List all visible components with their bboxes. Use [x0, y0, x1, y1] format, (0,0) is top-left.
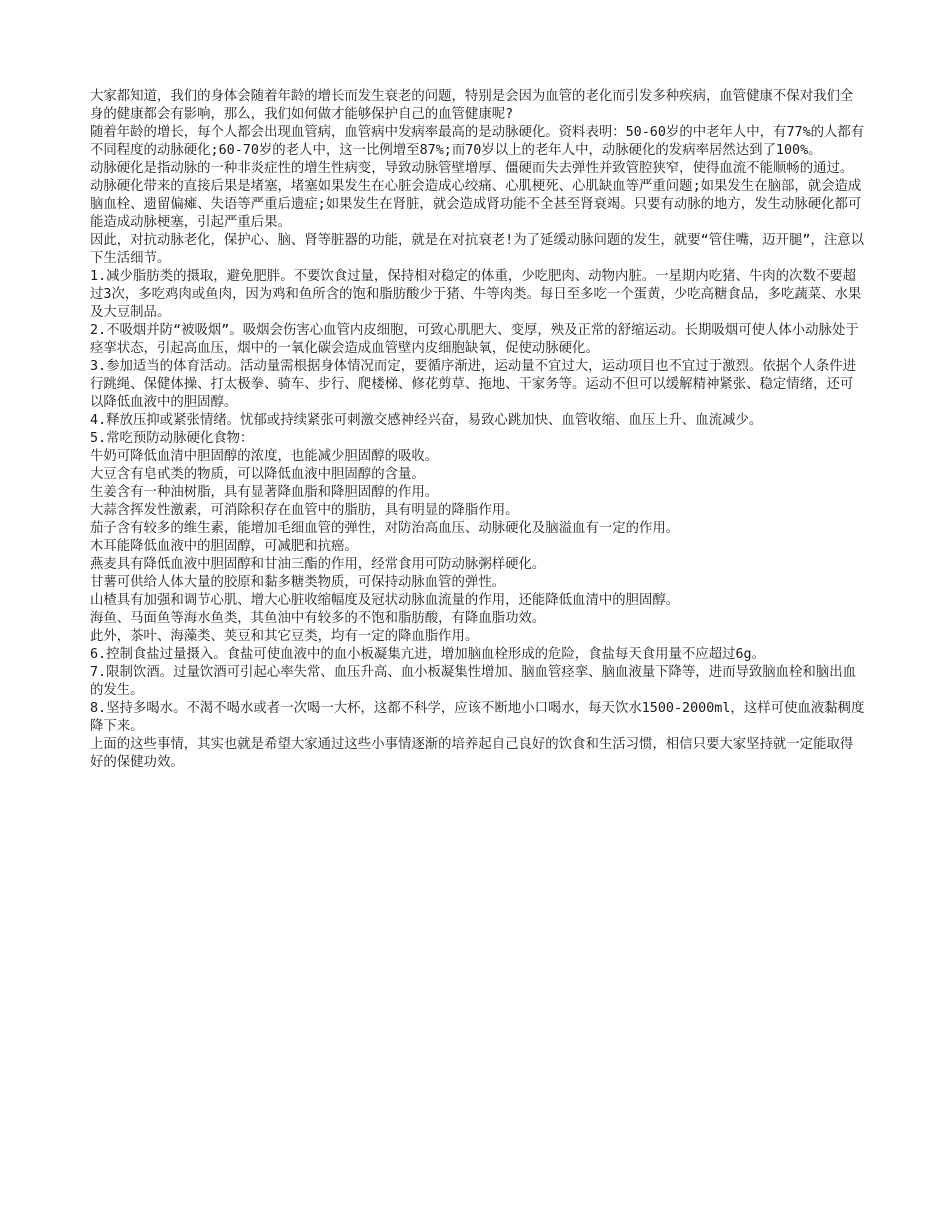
- statistics-paragraph: 随着年龄的增长，每个人都会出现血管病，血管病中发病率最高的是动脉硬化。资料表明：50-60岁的中老年人中，有77%的人都有不同程度的动脉硬化;60-70岁的老人中，这一比例增至87%;而70岁以上的老年人中，动脉硬化的发病率居然达到了100%。: [90, 125, 865, 158]
- tip-1-paragraph: 1.减少脂肪类的摄取，避免肥胖。不要饮食过量，保持相对稳定的体重，少吃肥肉、动物内脏。一星期内吃猪、牛肉的次数不要超过3次，多吃鸡肉或鱼肉，因为鸡和鱼所含的饱和脂肪酸少于猪、牛等肉类。每日至多吃一个蛋黄，少吃高糖食品，多吃蔬菜、水果及大豆制品。: [90, 269, 862, 320]
- tip-5-heading: 5.常吃预防动脉硬化食物：: [90, 431, 254, 446]
- tip-6-paragraph: 6.控制食盐过量摄入。食盐可使血液中的血小板凝集亢进，增加脑血栓形成的危险，食盐每天食用量不应超过6g。: [90, 647, 765, 662]
- food-item-milk: 牛奶可降低血清中胆固醇的浓度，也能减少胆固醇的吸收。: [90, 449, 439, 464]
- food-item-hawthorn: 山楂具有加强和调节心肌、增大心脏收缩幅度及冠状动脉血流量的作用，还能降低血清中的胆固醇。: [90, 593, 680, 608]
- food-item-eggplant: 茄子含有较多的维生素，能增加毛细血管的弹性，对防治高血压、动脉硬化及脑溢血有一定的作用。: [90, 521, 680, 536]
- document-body: [90, 88, 865, 772]
- consequences-paragraph: 动脉硬化带来的直接后果是堵塞，堵塞如果发生在心脏会造成心绞痛、心肌梗死、心肌缺血等严重问题;如果发生在脑部，就会造成脑血栓、遗留偏瘫、失语等严重后遗症;如果发生在肾脏，就会造成肾功能不全甚至肾衰竭。只要有动脉的地方，发生动脉硬化都可能造成动脉梗塞，引起严重后果。: [90, 179, 862, 230]
- tip-3-paragraph: 3.参加适当的体育活动。活动量需根据身体情况而定，要循序渐进，运动量不宜过大，运动项目也不宜过于激烈。依据个人条件进行跳绳、保健体操、打太极拳、骑车、步行、爬楼梯、修花剪草、拖地、干家务等。运动不但可以缓解精神紧张、稳定情绪，还可以降低血液中的胆固醇。: [90, 359, 856, 410]
- food-item-soybean: 大豆含有皂甙类的物质，可以降低血液中胆固醇的含量。: [90, 467, 425, 482]
- food-item-others: 此外，茶叶、海藻类、荚豆和其它豆类，均有一定的降血脂作用。: [90, 629, 479, 644]
- tip-7-paragraph: 7.限制饮酒。过量饮酒可引起心率失常、血压升高、血小板凝集性增加、脑血管痉挛、脑血液量下降等，进而导致脑血栓和脑出血的发生。: [90, 665, 856, 698]
- definition-paragraph: 动脉硬化是指动脉的一种非炎症性的增生性病变，导致动脉管壁增厚、僵硬而失去弹性并致管腔狭窄，使得血流不能顺畅的通过。: [90, 161, 854, 176]
- tip-4-paragraph: 4.释放压抑或紧张情绪。忧郁或持续紧张可刺激交感神经兴奋，易致心跳加快、血管收缩、血压上升、血流减少。: [90, 413, 763, 428]
- tip-2-paragraph: 2.不吸烟并防“被吸烟”。吸烟会伤害心血管内皮细胞，可致心肌肥大、变厚，殃及正常的舒缩运动。长期吸烟可使人体小动脉处于痉挛状态，引起高血压，烟中的一氧化碳会造成血管壁内皮细胞缺氧，促使动脉硬化。: [90, 323, 859, 356]
- advice-intro-paragraph: 因此，对抗动脉老化，保护心、脑、肾等脏器的功能，就是在对抗衰老!为了延缓动脉问题的发生，就要“管住嘴，迈开腿”，注意以下生活细节。: [90, 233, 865, 266]
- tip-8-paragraph: 8.坚持多喝水。不渴不喝水或者一次喝一大杯，这都不科学，应该不断地小口喝水，每天饮水1500-2000ml，这样可使血液黏稠度降下来。: [90, 701, 865, 734]
- food-item-sea-fish: 海鱼、马面鱼等海水鱼类，其鱼油中有较多的不饱和脂肪酸，有降血脂功效。: [90, 611, 546, 626]
- food-item-ginger: 生姜含有一种油树脂，具有显著降血脂和降胆固醇的作用。: [90, 485, 439, 500]
- food-item-oats: 燕麦具有降低血液中胆固醇和甘油三酯的作用，经常食用可防动脉粥样硬化。: [90, 557, 546, 572]
- intro-paragraph: 大家都知道，我们的身体会随着年龄的增长而发生衰老的问题，特别是会因为血管的老化而引发多种疾病，血管健康不保对我们全身的健康都会有影响，那么，我们如何做才能够保护自己的血管健康呢?: [90, 89, 854, 122]
- food-item-fungus: 木耳能降低血液中的胆固醇，可减肥和抗癌。: [90, 539, 358, 554]
- conclusion-paragraph: 上面的这些事情，其实也就是希望大家通过这些小事情逐渐的培养起自己良好的饮食和生活习惯，相信只要大家坚持就一定能取得好的保健功效。: [90, 737, 854, 770]
- food-item-garlic: 大蒜含挥发性激素，可消除积存在血管中的脂肪，具有明显的降脂作用。: [90, 503, 519, 518]
- food-item-sweet-potato: 甘薯可供给人体大量的胶原和黏多糖类物质，可保持动脉血管的弹性。: [90, 575, 506, 590]
